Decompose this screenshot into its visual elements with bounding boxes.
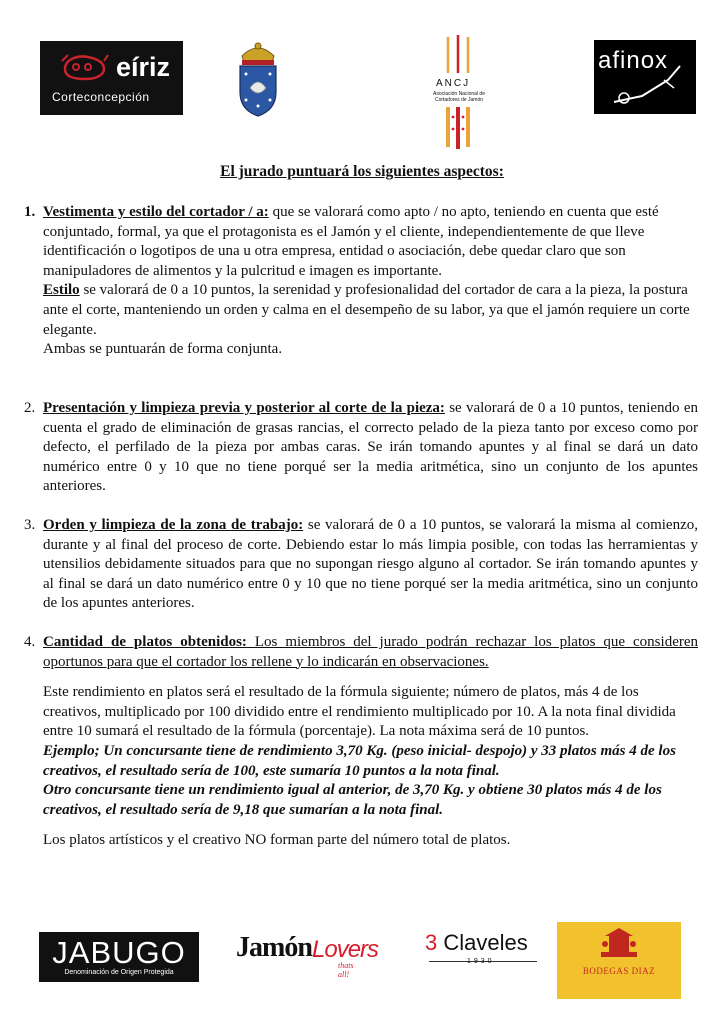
pig-icon [60,51,110,83]
bodegas-brand: BODEGAS DIAZ [582,966,656,976]
page-heading: El jurado puntuará los siguientes aspectos: [220,163,504,180]
eiriz-sub: Corteconcepción [52,90,150,104]
ancj-sub: Asociación Nacional de Cortadores de Jamón [433,91,485,103]
claveles-brand [425,930,528,956]
criterion-number: 1. [24,204,36,220]
ambas-note: Ambas se puntuarán de forma conjunta. [43,341,283,358]
formula-paragraph: Este rendimiento en platos será el resultado de la fórmula siguiente; número de platos, más 4 de los creativos, multiplicado por 100 dividido entre el rendimiento multiplicado por 10. A la nota final dividida entre 10 sumará el resultado de la fórmula (porcentaje). La nota máxima será de 10 puntos. [43,684,676,740]
estilo-label: Estilo [43,282,80,299]
claveles-word: Claveles [443,930,528,955]
ham-holder-icon [594,40,696,114]
jabugo-brand: JABUGO [52,935,186,970]
coat-of-arms-icon [232,40,284,118]
criterion-text: que se valorará como apto / no apto, teniendo en cuenta que esté conjuntado, formal, ya que el protagonista es el Jamón y el cliente, independientemente de que lleve identificación o logotipos de una u otra empresa, entidad o asociación, debe quedar claro que son manipuladores de alimentos y la pulcritud e imagen es importante. [43,204,659,279]
jamonlovers-b: Lovers [312,936,379,963]
criterion-4 [24,633,699,851]
estilo-text: se valorará de 0 a 10 puntos, la serenidad y profesionalidad del cortador de cara a la pieza, la postura ante el corte, manteniendo un orden y calma en el desempeño de su labor, ya que el jamón requiere un corte elegante. [43,282,690,338]
bodegas-logo [557,922,681,999]
afinox-brand: afinox [598,47,669,74]
criterion-number: 3. [24,517,36,533]
ancj-title: ANCJ [436,78,471,89]
criterion-2 [24,399,698,497]
jamonlovers-c: thats all! [338,961,354,979]
jamonlovers-logo [236,928,379,979]
coat-of-arms-logo [232,40,284,118]
crest-icon [557,922,681,999]
example-1: Ejemplo; Un concursante tiene de rendimiento 3,70 Kg. (peso inicial- despojo) y 33 platos más 4 de los creativos, el resultado sería de 100, este sumaría 10 puntos a la nota final. [43,742,676,779]
criterion-1 [24,203,698,360]
ancj-logo [428,33,490,151]
criterion-number: 2. [24,400,36,416]
claveles-logo [425,930,540,970]
criterion-label: Orden y limpieza de la zona de trabajo: [43,517,304,533]
eiriz-brand: eíriz [116,52,171,82]
afinox-logo [594,40,696,114]
criterion-3 [24,516,698,614]
claveles-number: 3 [425,930,438,955]
criterion-number: 4. [24,634,36,650]
eiriz-logo [40,41,183,115]
artistic-plates-note: Los platos artísticos y el creativo NO forman parte del número total de platos. [43,832,511,849]
jabugo-logo [39,932,199,982]
jamonlovers-a: Jamón [236,932,312,963]
criterion-text: se valorará de 0 a 10 puntos, teniendo en cuenta el grado de eliminación de grasas rancias, el correcto pelado de la pieza tanto por exceso como por defecto, el perfilado de la pieza por ambas caras. Se irán tomando apuntes y al final se dará un dato numérico entre 0 y 10 que no tiene porqué ser la media aritmética, sino un conjunto de los apuntes anteriores. [43,400,698,495]
criterion-label: Presentación y limpieza previa y posterior al corte de la pieza: [43,400,445,416]
criterion-text: se valorará de 0 a 10 puntos, se valorará la misma al comienzo, durante y al final del proceso de corte. Debiendo estar lo más limpia posible, con todas las herramientas y utensilios debidamente situados para que no supongan riesgo alguno al cortador. Se irán tomando apuntes y al final se dará un dato numérico entre 0 y 10 que no tiene porqué ser la media aritmética, sino un conjunto de los apuntes anteriores. [43,517,698,612]
jabugo-sub: Denominación de Origen Protegida [64,969,174,976]
criterion-label: Vestimenta y estilo del cortador / a: [43,204,269,220]
example-2: Otro concursante tiene un rendimiento igual al anterior, de 3,70 Kg. y obtiene 30 platos más 4 de los creativos, el resultado sería de 9,18 que sumarían a la nota final. [43,782,662,818]
criterion-label: Cantidad de platos obtenidos: [43,634,247,650]
claveles-year: 1930 [467,958,495,965]
criterion-text: Los miembros del jurado podrán rechazar los platos que consideren oportunos para que el cortador los rellene y lo indicarán en observaciones. [43,634,699,670]
